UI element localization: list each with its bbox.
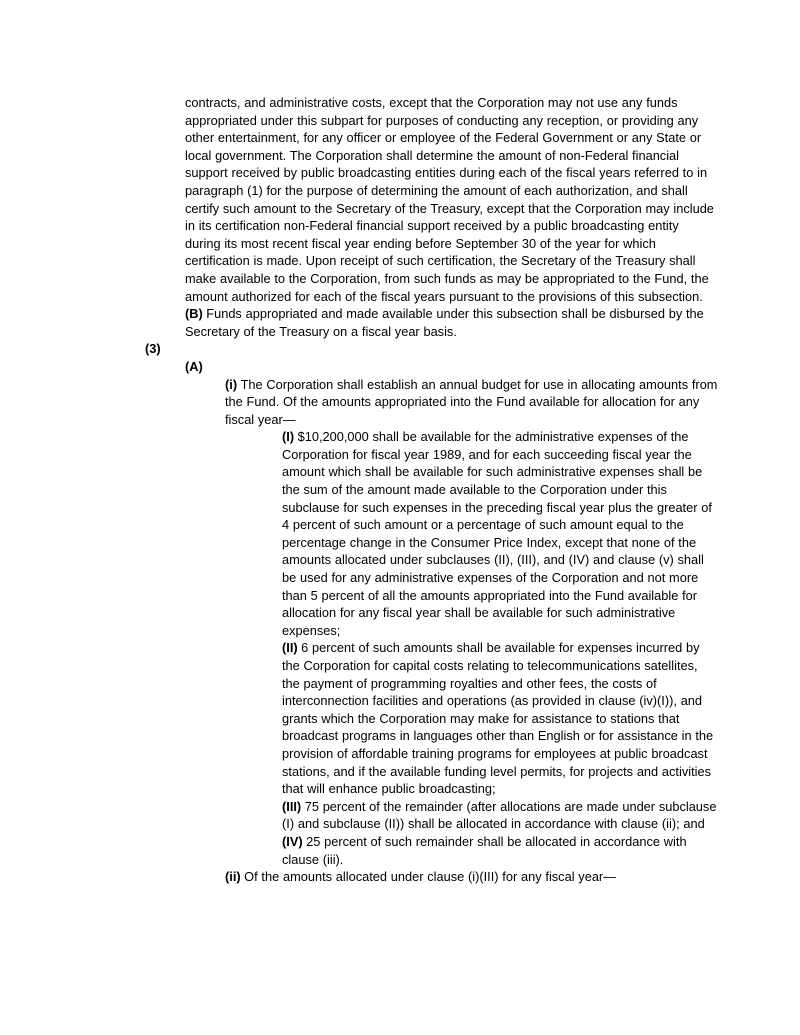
clause-marker: (II) (282, 640, 298, 656)
clause-text: 25 percent of such remainder shall be allocated in accordance with clause (iii). (282, 833, 687, 867)
clause-paragraph (282, 798, 718, 833)
clause-marker: (B) (185, 306, 203, 322)
clause-marker: (ii) (225, 869, 241, 885)
clause-text: Funds appropriated and made available under this subsection shall be disbursed by the Secretary of the Treasury on a fiscal year basis. (185, 306, 704, 339)
clause-text: $10,200,000 shall be available for the administrative expenses of the Corporation for fiscal year 1989, and for each succeeding fiscal year the amount which shall be available for such administrative expenses shall be the sum of the amount made available to the Corporation under this subclause for such expenses in the preceding fiscal year plus the greater of 4 percent of such amount or a percentage of such amount equal to the percentage change in the Consumer Price Index, except that none of the amounts allocated under subclauses (II), (III), and (IV) and clause (v) shall be used for any administrative expenses of the Corporation and not more than 5 percent of all the amounts appropriated into the Fund available for allocation for any fiscal year shall be available for such administrative expenses; (282, 429, 712, 638)
clause-paragraph (145, 340, 718, 358)
clause-text: contracts, and administrative costs, except that the Corporation may not use any funds appropriated under this subpart for purposes of conducting any reception, or providing any other entertainment, for any officer or employee of the Federal Government or any State or local government. The Corporation shall determine the amount of non-Federal financial support received by public broadcasting entities during each of the fiscal years referred to in paragraph (1) for the purpose of determining the amount of each authorization, and shall certify such amount to the Secretary of the Treasury, except that the Corporation may include in its certification non-Federal financial support received by a public broadcasting entity during its most recent fiscal year ending before September 30 of the year for which certification is made. Upon receipt of such certification, the Secretary of the Treasury shall make available to the Corporation, from such funds as may be appropriated to the Fund, the amount authorized for each of the fiscal years pursuant to the provisions of this subsection. (185, 95, 714, 304)
clause-paragraph (282, 833, 718, 868)
clause-text: Of the amounts allocated under clause (i)(III) for any fiscal year— (244, 869, 616, 885)
clause-marker: (3) (145, 341, 161, 357)
clause-paragraph (185, 305, 718, 340)
clause-paragraph (185, 358, 718, 376)
clause-marker: (i) (225, 376, 238, 392)
clause-paragraph (225, 376, 718, 429)
clause-marker: (I) (282, 429, 295, 445)
clause-paragraph (225, 868, 718, 886)
clause-text: 6 percent of such amounts shall be available for expenses incurred by the Corporation for capital costs relating to telecommunications satellites, the payment of programming royalties and other fees, the costs of interconnection facilities and operations (as provided in clause (iv)(I)), and grants which the Corporation may make for assistance to stations that broadcast programs in languages other than English or for assistance in the provision of affordable training programs for employees at public broadcast stations, and if the available funding level permits, for projects and activities that will enhance public broadcasting; (282, 640, 714, 797)
clause-text: The Corporation shall establish an annual budget for use in allocating amounts from the Fund. Of the amounts appropriated into the Fund available for allocation for any fiscal year— (225, 376, 718, 427)
clause-paragraph (185, 94, 718, 305)
clause-marker: (IV) (282, 833, 303, 849)
clause-marker: (III) (282, 798, 302, 814)
clause-paragraph (282, 428, 718, 639)
clause-marker: (A) (185, 358, 203, 374)
clause-paragraph (282, 639, 718, 797)
clause-text: 75 percent of the remainder (after allocations are made under subclause (I) and subclause (II)) shall be allocated in accordance with clause (ii); and (282, 798, 717, 832)
